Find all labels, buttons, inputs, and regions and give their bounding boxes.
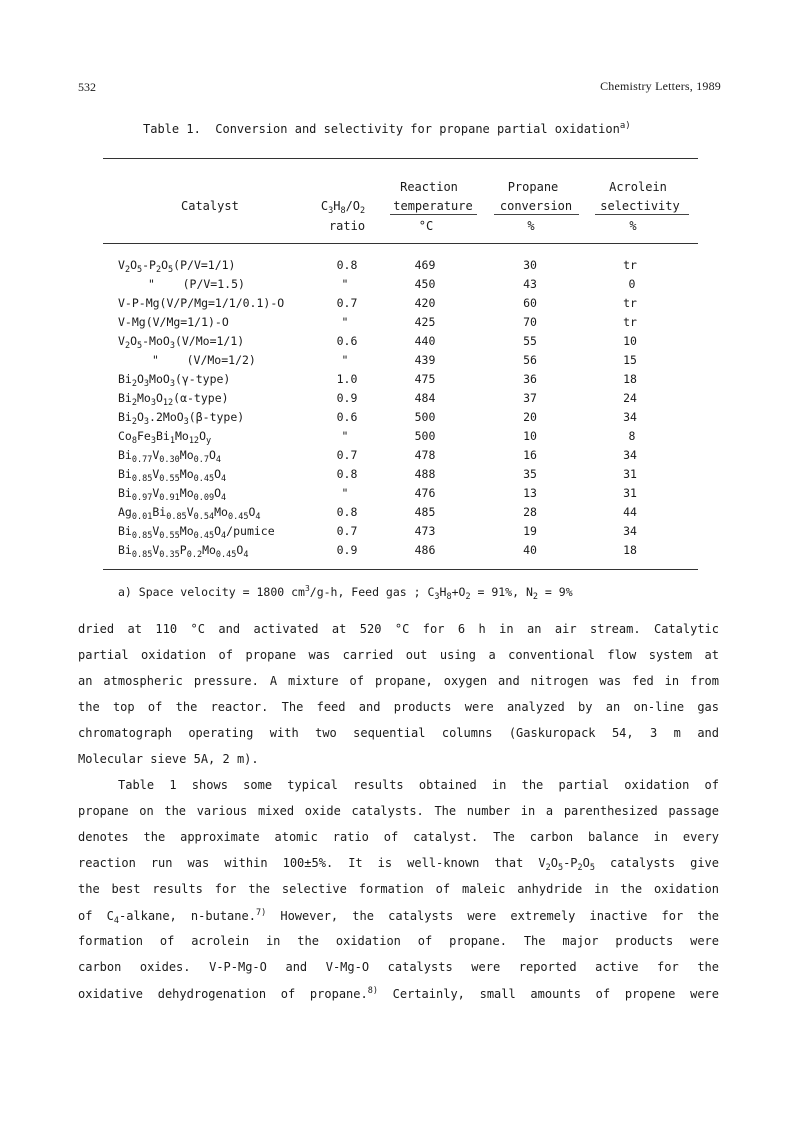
sel-cell: 0 [628, 277, 636, 291]
body-line: denotes the approximate atomic ratio of catalyst. The carbon balance in every [78, 830, 719, 844]
conv-cell: 13 [523, 486, 537, 500]
body-line: chromatograph operating with two sequential columns (Gaskuropack 54, 3 m and [78, 726, 719, 740]
catalyst-cell: " (V/Mo=1/2) [152, 353, 256, 367]
table-caption-note-mark: a) [619, 121, 631, 131]
header-ratio-bottom: ratio [328, 219, 366, 233]
conv-cell: 30 [523, 258, 537, 272]
table-row [0, 391, 793, 410]
temp-cell: 420 [414, 296, 436, 310]
catalyst-cell: $Bi_{0.97}V_{0.91}Mo_{0.09}O_4$ [118, 486, 227, 503]
table-caption [143, 121, 631, 136]
sel-cell: 31 [623, 486, 637, 500]
catalyst-cell: $Bi_2Mo_3O_{12}(\alpha-type)$ [118, 391, 229, 408]
catalyst-cell: V-P-Mg(V/P/Mg=1/1/0.1)-O [118, 296, 285, 310]
catalyst-cell: $Bi_2O_3MoO_3(\gamma-type)$ [118, 372, 231, 389]
temp-cell: 484 [414, 391, 436, 405]
body-line: reaction run was within 100±5%. It is well-known that $V_2O_5-P_2O_5$ catalysts give [78, 856, 719, 873]
catalyst-cell: $Co_8Fe_3Bi_1Mo_{12}O_y$ [118, 429, 212, 446]
sel-cell: 8 [628, 429, 636, 443]
table-row [0, 296, 793, 315]
temp-cell: 440 [414, 334, 436, 348]
header-temp-underline [390, 214, 477, 215]
sel-cell: tr [623, 296, 637, 310]
ratio-cell: 0.7 [336, 296, 358, 310]
table-row [0, 429, 793, 448]
table-row [0, 353, 793, 372]
body-line: of $C_4$-alkane, n-butane.$^{7)}$ However, the catalysts were extremely inactive for the [78, 908, 720, 926]
body-line: partial oxidation of propane was carried out using a conventional flow system at [78, 648, 719, 662]
header-sel-top: Acrolein [609, 180, 667, 194]
temp-cell: 475 [414, 372, 436, 386]
sel-cell: tr [623, 315, 637, 329]
conv-cell: 37 [523, 391, 537, 405]
ratio-cell: " [341, 277, 349, 291]
body-line: an atmospheric pressure. A mixture of propane, oxygen and nitrogen was fed in from [78, 674, 719, 688]
catalyst-cell: $V_2O_5-MoO_3(V/Mo=1/1)$ [118, 334, 245, 351]
table-row [0, 543, 793, 562]
temp-cell: 478 [414, 448, 436, 462]
ratio-cell: " [341, 486, 349, 500]
ratio-cell: 0.7 [336, 448, 358, 462]
header-ratio-top: $C_3H_8/O_2$ [320, 199, 366, 216]
conv-cell: 43 [523, 277, 537, 291]
table-row [0, 258, 793, 277]
table-row [0, 505, 793, 524]
temp-cell: 439 [414, 353, 436, 367]
conv-cell: 60 [523, 296, 537, 310]
temp-cell: 486 [414, 543, 436, 557]
sel-cell: 34 [623, 448, 637, 462]
catalyst-cell: " (P/V=1.5) [148, 277, 245, 291]
table-row [0, 448, 793, 467]
sel-cell: 34 [623, 410, 637, 424]
catalyst-cell: $V_2O_5-P_2O_5(P/V=1/1)$ [118, 258, 236, 275]
header-temp-unit: °C [418, 219, 434, 233]
sel-cell: 10 [623, 334, 637, 348]
temp-cell: 473 [414, 524, 436, 538]
table-row [0, 315, 793, 334]
catalyst-cell: $Bi_{0.77}V_{0.30}Mo_{0.7}O_4$ [118, 448, 222, 465]
sel-cell: 18 [623, 372, 637, 386]
catalyst-cell: V-Mg(V/Mg=1/1)-O [118, 315, 229, 329]
conv-cell: 19 [523, 524, 537, 538]
header-sel-unit: % [629, 219, 637, 233]
temp-cell: 500 [414, 410, 436, 424]
header-conv-unit: % [527, 219, 535, 233]
table-row [0, 334, 793, 353]
page-number: 532 [78, 80, 96, 94]
temp-cell: 476 [414, 486, 436, 500]
header-conv-underline [494, 214, 579, 215]
conv-cell: 56 [523, 353, 537, 367]
conv-cell: 16 [523, 448, 537, 462]
table-footnote: a) Space velocity = 1800 $cm^3/g-h$, Feed gas ; $C_3H_8+O_2 = 91\%$, $N_2 = 9\%$ [118, 584, 573, 602]
table-row [0, 277, 793, 296]
ratio-cell: 0.8 [336, 505, 358, 519]
conv-cell: 10 [523, 429, 537, 443]
sel-cell: tr [623, 258, 637, 272]
sel-cell: 18 [623, 543, 637, 557]
body-line: the top of the reactor. The feed and products were analyzed by an on-line gas [78, 700, 719, 714]
conv-cell: 40 [523, 543, 537, 557]
catalyst-cell: $Bi_{0.85}V_{0.35}P_{0.2}Mo_{0.45}O_4$ [118, 543, 249, 560]
temp-cell: 488 [414, 467, 436, 481]
header-temp-mid: temperature [393, 199, 473, 213]
ratio-cell: 0.8 [336, 258, 358, 272]
header-conv-mid: conversion [499, 199, 573, 213]
body-line: the best results for the selective formation of maleic anhydride in the oxidation [78, 882, 719, 896]
temp-cell: 469 [414, 258, 436, 272]
table-caption-text: Table 1. Conversion and selectivity for propane partial oxidation [143, 122, 620, 136]
header-catalyst: Catalyst [181, 199, 239, 213]
body-line: Table 1 shows some typical results obtained in the partial oxidation of [118, 778, 719, 792]
catalyst-cell: $Bi_{0.85}V_{0.55}Mo_{0.45}O_4$/pumice [118, 524, 275, 541]
sel-cell: 24 [623, 391, 637, 405]
header-sel-mid: selectivity [600, 199, 680, 213]
conv-cell: 70 [523, 315, 537, 329]
ratio-cell: 0.8 [336, 467, 358, 481]
body-line: propane on the various mixed oxide catalysts. The number in a parenthesized passage [78, 804, 719, 818]
conv-cell: 35 [523, 467, 537, 481]
ratio-cell: 0.6 [336, 410, 358, 424]
catalyst-cell: $Bi_2O_3.2MoO_3(\beta-type)$ [118, 410, 245, 427]
header-temp-top: Reaction [400, 180, 458, 194]
ratio-cell: 0.6 [336, 334, 358, 348]
body-line: Molecular sieve 5A, 2 m). [78, 752, 259, 766]
ratio-cell: 0.9 [336, 543, 358, 557]
catalyst-cell: $Ag_{0.01}Bi_{0.85}V_{0.54}Mo_{0.45}O_4$ [118, 505, 261, 522]
temp-cell: 485 [414, 505, 436, 519]
temp-cell: 425 [414, 315, 436, 329]
table-bottom-rule [103, 569, 698, 570]
table-row [0, 410, 793, 429]
temp-cell: 500 [414, 429, 436, 443]
conv-cell: 55 [523, 334, 537, 348]
conv-cell: 36 [523, 372, 537, 386]
table-header-rule [103, 243, 698, 244]
body-line: oxidative dehydrogenation of propane.$^{8)}$ Certainly, small amounts of propene were [78, 986, 719, 1001]
sel-cell: 44 [623, 505, 637, 519]
sel-cell: 34 [623, 524, 637, 538]
journal-header: Chemistry Letters, 1989 [600, 79, 721, 93]
ratio-cell: " [341, 353, 349, 367]
table-row [0, 486, 793, 505]
body-line: dried at 110 °C and activated at 520 °C for 6 h in an air stream. Catalytic [78, 622, 719, 636]
body-line: carbon oxides. V-P-Mg-O and V-Mg-O catalysts were reported active for the [78, 960, 719, 974]
header-conv-top: Propane [507, 180, 559, 194]
ratio-cell: 1.0 [336, 372, 358, 386]
sel-cell: 15 [623, 353, 637, 367]
ratio-cell: " [341, 315, 349, 329]
body-line: formation of acrolein in the oxidation of propane. The major products were [78, 934, 719, 948]
sel-cell: 31 [623, 467, 637, 481]
ratio-cell: " [341, 429, 349, 443]
ratio-cell: 0.9 [336, 391, 358, 405]
temp-cell: 450 [414, 277, 436, 291]
table-row [0, 467, 793, 486]
table-top-rule [103, 158, 698, 159]
conv-cell: 28 [523, 505, 537, 519]
table-row [0, 524, 793, 543]
header-sel-underline [595, 214, 689, 215]
table-row [0, 372, 793, 391]
catalyst-cell: $Bi_{0.85}V_{0.55}Mo_{0.45}O_4$ [118, 467, 227, 484]
conv-cell: 20 [523, 410, 537, 424]
ratio-cell: 0.7 [336, 524, 358, 538]
